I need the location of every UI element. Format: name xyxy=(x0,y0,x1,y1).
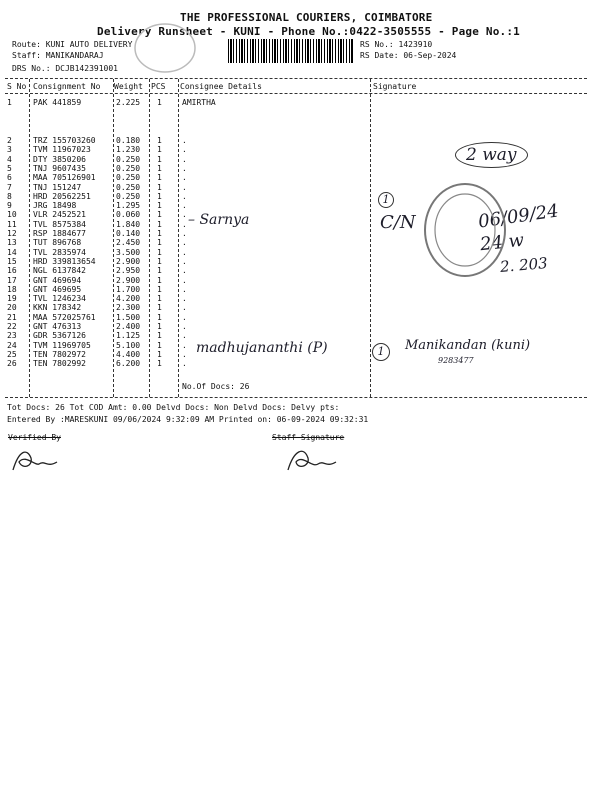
cell-sno: 24 xyxy=(7,340,17,350)
table-row xyxy=(0,98,600,107)
cell-sno: 4 xyxy=(7,154,12,164)
handwritten-date: 06/09/24 xyxy=(476,200,560,233)
cell-sno: 14 xyxy=(7,247,17,257)
cell-pcs: 1 xyxy=(157,322,162,331)
handwritten-cn: C/N xyxy=(380,212,416,233)
cell-weight: 0.250 xyxy=(116,163,141,173)
cell-pcs: 1 xyxy=(157,136,162,145)
cell-weight: 2.450 xyxy=(116,238,141,248)
cell-cons: HRD 339813654 xyxy=(33,256,96,266)
handwritten-203: 2. 203 xyxy=(499,253,549,277)
office-stamp xyxy=(420,180,510,280)
cell-consignee: . xyxy=(182,275,187,285)
cell-cons: JRG 18498 xyxy=(33,201,77,211)
cell-weight: 1.125 xyxy=(116,331,141,341)
cell-consignee: . xyxy=(182,219,187,229)
cell-consignee: . xyxy=(182,312,187,322)
handwritten-two-way: 2 way xyxy=(455,142,528,168)
cell-pcs: 1 xyxy=(157,256,162,266)
table-row xyxy=(0,294,600,303)
cell-pcs: 1 xyxy=(157,98,162,107)
cell-pcs: 1 xyxy=(157,266,162,276)
cell-weight: 5.100 xyxy=(116,340,141,350)
cell-weight: 6.200 xyxy=(116,359,141,369)
cell-pcs: 1 xyxy=(157,163,162,173)
cell-cons: DTY 3850206 xyxy=(33,154,86,164)
cell-weight: 0.060 xyxy=(116,210,141,220)
cell-cons: MAA 705126901 xyxy=(33,173,96,183)
cell-sno: 20 xyxy=(7,303,17,313)
cell-consignee: . xyxy=(182,359,187,369)
cell-consignee: . xyxy=(182,163,187,173)
cell-sno: 5 xyxy=(7,163,12,173)
cell-sno: 16 xyxy=(7,266,17,276)
cell-weight: 1.230 xyxy=(116,145,141,155)
cell-cons: TNJ 151247 xyxy=(33,182,82,192)
table-row xyxy=(0,173,600,182)
cell-weight: 2.225 xyxy=(116,98,141,107)
faint-stamp xyxy=(130,16,200,76)
table-row xyxy=(0,313,600,322)
cell-pcs: 1 xyxy=(157,229,162,238)
cell-pcs: 1 xyxy=(157,145,162,155)
cell-pcs: 1 xyxy=(157,154,162,164)
cell-cons: GDR 5367126 xyxy=(33,331,86,341)
col-pcs: PCS xyxy=(151,82,166,91)
cell-consignee: . xyxy=(182,247,187,257)
cell-consignee: . xyxy=(182,303,187,313)
cell-consignee: . xyxy=(182,238,187,248)
cell-consignee: . xyxy=(182,191,187,201)
cell-cons: VLR 2452521 xyxy=(33,210,86,220)
handwritten-kuni: Manikandan (kuni) xyxy=(405,338,531,353)
cell-pcs: 1 xyxy=(157,284,162,294)
cell-consignee: . xyxy=(182,182,187,192)
staff-signature-label: Staff Signature xyxy=(272,433,345,442)
table-row xyxy=(0,192,600,201)
cell-cons: TVM 11969705 xyxy=(33,340,91,350)
cell-cons: KKN 178342 xyxy=(33,303,82,313)
cell-weight: 2.400 xyxy=(116,322,141,331)
rs-number: RS No.: 1423910 xyxy=(360,40,433,49)
cell-consignee: . xyxy=(182,173,187,183)
cell-weight: 1.700 xyxy=(116,284,141,294)
cell-sno: 26 xyxy=(7,359,17,369)
cell-consignee: AMIRTHA xyxy=(182,98,216,107)
cell-pcs: 1 xyxy=(157,331,162,341)
cell-pcs: 1 xyxy=(157,210,162,220)
cell-sno: 3 xyxy=(7,145,12,155)
cell-sno: 19 xyxy=(7,294,17,304)
cell-cons: TVL 2835974 xyxy=(33,247,86,257)
cell-cons: TEN 7802992 xyxy=(33,359,86,369)
cell-weight: 0.250 xyxy=(116,173,141,183)
cell-cons: GNT 469694 xyxy=(33,275,82,285)
cell-consignee: . xyxy=(182,340,187,350)
table-row xyxy=(0,285,600,294)
totals-line: Tot Docs: 26 Tot COD Amt: 0.00 Delvd Docs: Non Delvd Docs: Delvy pts: xyxy=(7,403,340,412)
cell-weight: 0.180 xyxy=(116,136,141,145)
cell-pcs: 1 xyxy=(157,340,162,350)
table-row xyxy=(0,303,600,312)
cell-cons: TUT 896768 xyxy=(33,238,82,248)
cell-sno: 1 xyxy=(7,98,12,107)
cell-sno: 9 xyxy=(7,201,12,211)
verified-signature xyxy=(5,440,65,476)
cell-weight: 2.950 xyxy=(116,266,141,276)
cell-pcs: 1 xyxy=(157,294,162,304)
cell-cons: RSP 1884677 xyxy=(33,229,86,238)
handwritten-circled-one-a: 1 xyxy=(378,192,394,208)
route-label: Route: KUNI AUTO DELIVERY xyxy=(12,40,133,49)
cell-sno: 18 xyxy=(7,284,17,294)
cell-cons: GNT 476313 xyxy=(33,322,82,331)
cell-cons: HRD 20562251 xyxy=(33,191,91,201)
cell-sno: 7 xyxy=(7,182,12,192)
cell-pcs: 1 xyxy=(157,312,162,322)
table-header xyxy=(0,82,600,91)
runsheet-title: Delivery Runsheet - KUNI - Phone No.:0422-3505555 - Page No.:1 xyxy=(97,25,520,38)
entered-by-line: Entered By :MARESKUNI 09/06/2024 9:32:09 AM Printed on: 06-09-2024 09:32:31 xyxy=(7,415,369,424)
cell-sno: 17 xyxy=(7,275,17,285)
cell-pcs: 1 xyxy=(157,349,162,359)
table-bottom-rule xyxy=(5,397,587,398)
cell-pcs: 1 xyxy=(157,201,162,211)
handwritten-24w: 24 w xyxy=(479,229,526,256)
handwritten-circled-one-b: 1 xyxy=(372,343,390,361)
cell-sno: 23 xyxy=(7,331,17,341)
col-consignment: Consignment No xyxy=(33,82,101,91)
table-header-rule xyxy=(5,93,587,94)
cell-weight: 2.300 xyxy=(116,303,141,313)
cell-cons: TNJ 9607435 xyxy=(33,163,86,173)
table-top-rule xyxy=(5,78,587,79)
table-row xyxy=(0,359,600,368)
rs-date: RS Date: 06-Sep-2024 xyxy=(360,51,457,60)
table-row xyxy=(0,322,600,331)
col-sno: S No xyxy=(7,82,27,91)
cell-consignee: . xyxy=(182,322,187,331)
cell-weight: 1.500 xyxy=(116,312,141,322)
staff-label: Staff: MANIKANDARAJ xyxy=(12,51,104,60)
cell-cons: TVL 8575384 xyxy=(33,219,86,229)
cell-sno: 25 xyxy=(7,349,17,359)
no-of-docs: No.Of Docs: 26 xyxy=(182,382,250,391)
handwritten-phone: 9283477 xyxy=(438,356,474,365)
cell-weight: 3.500 xyxy=(116,247,141,257)
cell-sno: 22 xyxy=(7,322,17,331)
cell-pcs: 1 xyxy=(157,219,162,229)
cell-consignee: . xyxy=(182,284,187,294)
cell-sno: 10 xyxy=(7,210,17,220)
cell-consignee: . xyxy=(182,201,187,211)
cell-sno: 6 xyxy=(7,173,12,183)
cell-consignee: . xyxy=(182,229,187,238)
cell-pcs: 1 xyxy=(157,359,162,369)
table-row xyxy=(0,276,600,285)
cell-pcs: 1 xyxy=(157,247,162,257)
cell-weight: 1.840 xyxy=(116,219,141,229)
cell-weight: 2.900 xyxy=(116,275,141,285)
cell-pcs: 1 xyxy=(157,182,162,192)
cell-cons: TRZ 155703260 xyxy=(33,136,96,145)
cell-cons: NGL 6137842 xyxy=(33,266,86,276)
cell-pcs: 1 xyxy=(157,275,162,285)
cell-sno: 11 xyxy=(7,219,17,229)
cell-cons: PAK 441859 xyxy=(33,98,82,107)
cell-cons: TEN 7802972 xyxy=(33,349,86,359)
cell-cons: MAA 572025761 xyxy=(33,312,96,322)
cell-weight: 4.200 xyxy=(116,294,141,304)
cell-consignee: . xyxy=(182,331,187,341)
cell-cons: TVL 1246234 xyxy=(33,294,86,304)
cell-weight: 0.250 xyxy=(116,182,141,192)
col-consignee: Consignee Details xyxy=(180,82,262,91)
drs-number: DRS No.: DCJB142391001 xyxy=(12,64,118,73)
cell-weight: 0.250 xyxy=(116,154,141,164)
cell-pcs: 1 xyxy=(157,238,162,248)
staff-signature xyxy=(282,440,342,476)
cell-sno: 8 xyxy=(7,191,12,201)
cell-consignee: . xyxy=(182,294,187,304)
cell-weight: 4.400 xyxy=(116,349,141,359)
cell-cons: TVM 11967023 xyxy=(33,145,91,155)
col-weight: Weight xyxy=(114,82,143,91)
company-name: THE PROFESSIONAL COURIERS, COIMBATORE xyxy=(180,11,433,24)
table-row xyxy=(0,183,600,192)
cell-sno: 2 xyxy=(7,136,12,145)
cell-consignee: . xyxy=(182,145,187,155)
cell-weight: 1.295 xyxy=(116,201,141,211)
cell-sno: 21 xyxy=(7,312,17,322)
cell-consignee: . xyxy=(182,136,187,145)
col-signature: Signature xyxy=(373,82,417,91)
cell-pcs: 1 xyxy=(157,191,162,201)
handwritten-madhu: madhujananthi (P) xyxy=(196,340,328,356)
cell-consignee: . xyxy=(182,256,187,266)
verified-by-label: Verified By xyxy=(8,433,61,442)
cell-sno: 12 xyxy=(7,229,17,238)
cell-consignee: . xyxy=(182,154,187,164)
cell-sno: 15 xyxy=(7,256,17,266)
cell-cons: GNT 469695 xyxy=(33,284,82,294)
barcode xyxy=(228,39,354,63)
cell-consignee: . xyxy=(182,210,187,220)
cell-weight: 0.140 xyxy=(116,229,141,238)
cell-consignee: . xyxy=(182,266,187,276)
cell-pcs: 1 xyxy=(157,303,162,313)
handwritten-sarnya: – Sarnya xyxy=(188,212,250,228)
cell-consignee: . xyxy=(182,349,187,359)
cell-pcs: 1 xyxy=(157,173,162,183)
cell-sno: 13 xyxy=(7,238,17,248)
cell-weight: 2.900 xyxy=(116,256,141,266)
cell-weight: 0.250 xyxy=(116,191,141,201)
